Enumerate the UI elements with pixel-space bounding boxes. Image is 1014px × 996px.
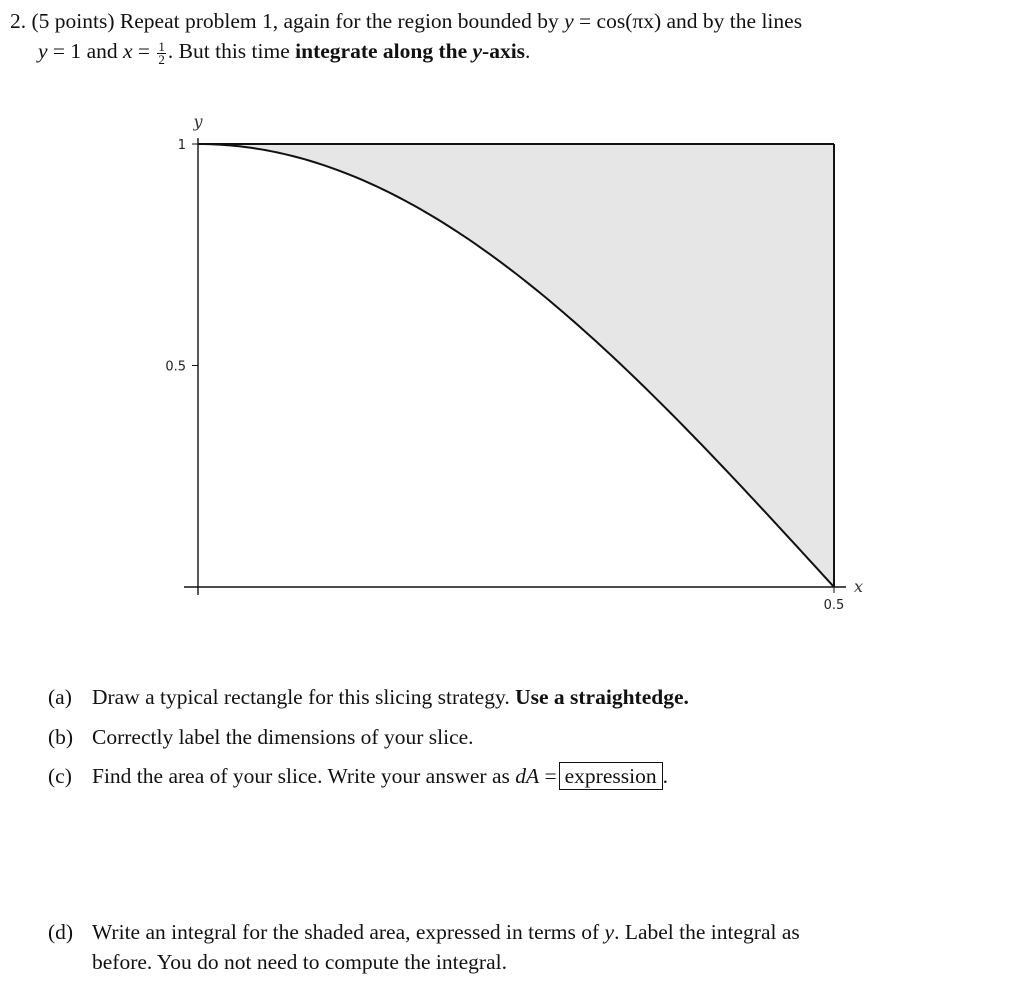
part-d-var: y [604,920,615,944]
y-tick-label-0.5: 0.5 [165,359,186,375]
x-axis-label: x [854,577,864,596]
curve-lhs: y [564,9,574,33]
curve-rhs: cos(πx) [596,9,662,33]
part-b-label: (b) [48,725,74,749]
end-period: . [525,39,531,63]
problem-intro: Repeat problem 1, again for the region bounded by [119,9,559,33]
y-axis-label: y [193,112,203,131]
part-b-text: Correctly label the dimensions of your slice. [92,725,474,749]
fraction-denominator: 2 [158,51,165,67]
and-word: and [86,39,118,63]
part-a-text: Draw a typical rectangle for this slicing strategy. [92,685,510,709]
part-d-label: (d) [48,920,74,944]
y-tick-label-1: 1 [177,138,186,153]
x-tick-label-0.5: 0.5 [823,598,845,613]
line2-eq: = [137,39,151,63]
part-c [48,761,668,791]
part-c-label: (c) [48,764,72,788]
part-a-bold: Use a straightedge. [515,685,689,709]
problem-points: (5 points) [31,9,115,33]
part-c-text: Find the area of your slice. Write your answer as [92,764,510,788]
part-b [48,722,474,752]
part-d [48,917,993,977]
bold-tail: -axis [482,39,526,63]
part-a-label: (a) [48,685,72,709]
bold-var: y [472,39,483,63]
part-a [48,682,689,712]
bold-text: integrate along the [295,39,468,63]
fraction-numerator: 1 [158,38,165,54]
curve-equals: = [579,9,592,33]
line1-lhs: y [38,39,48,63]
line2-lhs: x [122,39,133,63]
part-c-da: dA [515,764,540,788]
part-d-text2: . Label the integral as [614,920,800,944]
and-lines: and by the lines [666,9,803,33]
expression-box: expression [559,762,663,790]
but-text: . But this time [167,39,290,63]
part-d-text3: before. You do not need to compute the integral. [92,950,507,974]
shaded-region [198,144,834,587]
line1-rhs: = 1 [52,39,82,63]
problem-number: 2. [10,9,27,33]
part-d-text1: Write an integral for the shaded area, expressed in terms of [92,920,600,944]
part-c-end: . [662,764,668,788]
part-c-eq: = [544,764,557,788]
